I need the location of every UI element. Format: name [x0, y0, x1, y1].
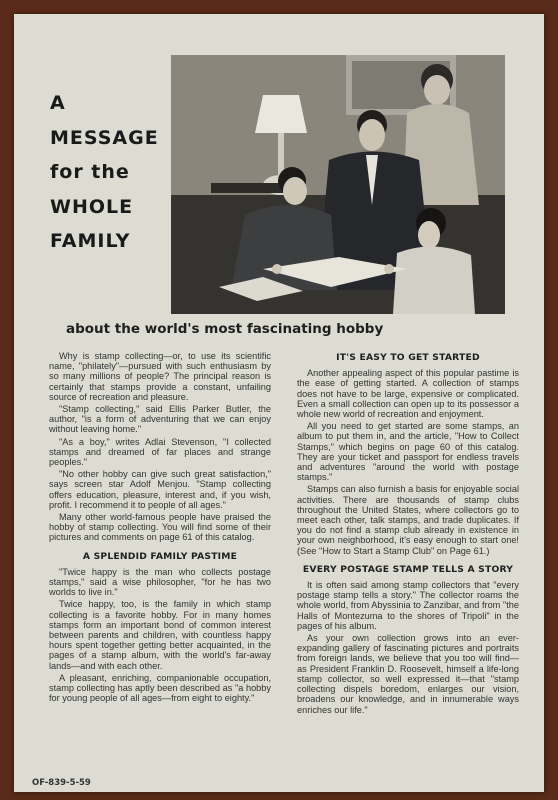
section-heading: EVERY POSTAGE STAMP TELLS A STORY — [302, 563, 514, 575]
paragraph: "No other hobby can give such great satisfaction," says screen star Adolf Menjou. "Stamp collecting offers education, pleasure, interest and, if you wish, profit. I recommend it to people of all ages." — [49, 469, 271, 510]
headline-line: FAMILY — [50, 230, 131, 252]
paragraph: "As a boy," writes Adlai Stevenson, "I collected stamps and dreamed of far places and strange peoples." — [49, 436, 271, 468]
paragraph: All you need to get started are some stamps, an album to put them in, and the article, "How to Collect Stamps," which begins on page 60 of this catalog. They are your ticket and passport for endless travels and adventures "around the world with postage stamps." — [297, 421, 519, 483]
paragraph: It is often said among stamp collectors that "every postage stamp tells a story." The collector roams the whole world, from Abyssinia to Zanzibar, and from "the Halls of Montezuma to the shores of Tripoli" in the pages of his album. — [297, 580, 519, 631]
catalog-code: OF-839-5-59 — [32, 778, 91, 788]
headline-line: A — [50, 92, 66, 114]
paragraph: Twice happy, too, is the family in which stamp collecting is a favorite hobby. For in many homes stamps form an important bond of common interest between parents and children, with countless happy hours spent together getting better acquainted, in the pages of a stamp album, with the world's far-away lands—and with each other. — [49, 599, 271, 671]
paragraph: Another appealing aspect of this popular pastime is the ease of getting started. A collection of stamps does not have to be large, expensive or complicated. Even a small collection can open up to its possessor a whole new world of recreation and enjoyment. — [297, 368, 519, 420]
headline-line: for the — [50, 161, 130, 183]
paragraph: Why is stamp collecting—or, to use its scientific name, "philately"—pursued with such enthusiasm by so many millions of people? The principal reason is certainly that stamps provide a constant, unfailing source of recreation and pleasure. — [49, 351, 271, 402]
section-heading: A SPLENDID FAMILY PASTIME — [82, 550, 238, 562]
paragraph: Stamps can also furnish a basis for enjoyable social activities. There are thousands of stamp clubs throughout the United States, where collectors go to meet each other, talk stamps, and trade duplicates. If you do not find a stamp club already in existence in your own neighborhood, it's easy enough to start one! (See "How to Start a Stamp Club" on Page 61.) — [297, 484, 519, 556]
paragraph: "Twice happy is the man who collects postage stamps," said a wise philosopher, "for he has two worlds to live in." — [49, 566, 271, 598]
left-column — [49, 351, 271, 706]
paragraph: Many other world-famous people have praised the hobby of stamp collecting. You will find some of their pictures and comments on page 61 of this catalog. — [49, 512, 271, 543]
subtitle: about the world's most fascinating hobby — [66, 321, 384, 337]
headline — [50, 86, 190, 259]
paragraph: "Stamp collecting," said Ellis Parker Butler, the author, "is a form of adventuring that we can enjoy without leaving home." — [49, 404, 271, 435]
paragraph: A pleasant, enriching, companionable occupation, stamp collecting has aptly been described as "a hobby for young people of all ages—from eight to eighty." — [49, 672, 271, 704]
section-heading: IT'S EASY TO GET STARTED — [336, 352, 480, 363]
family-photo — [171, 55, 505, 314]
right-column — [297, 351, 519, 717]
catalog-page — [14, 14, 544, 792]
headline-line: WHOLE — [50, 195, 134, 218]
headline-line: MESSAGE — [50, 126, 159, 149]
paragraph: As your own collection grows into an ever-expanding gallery of fascinating pictures and portraits from foreign lands, we believe that you too will find—as President Franklin D. Roosevelt, himself a life-long stamp collector, so well expressed it—that "stamp collecting dispels boredom, enlarges our vision, broadens our knowledge, and in innumerable ways enriches our life." — [297, 633, 519, 715]
